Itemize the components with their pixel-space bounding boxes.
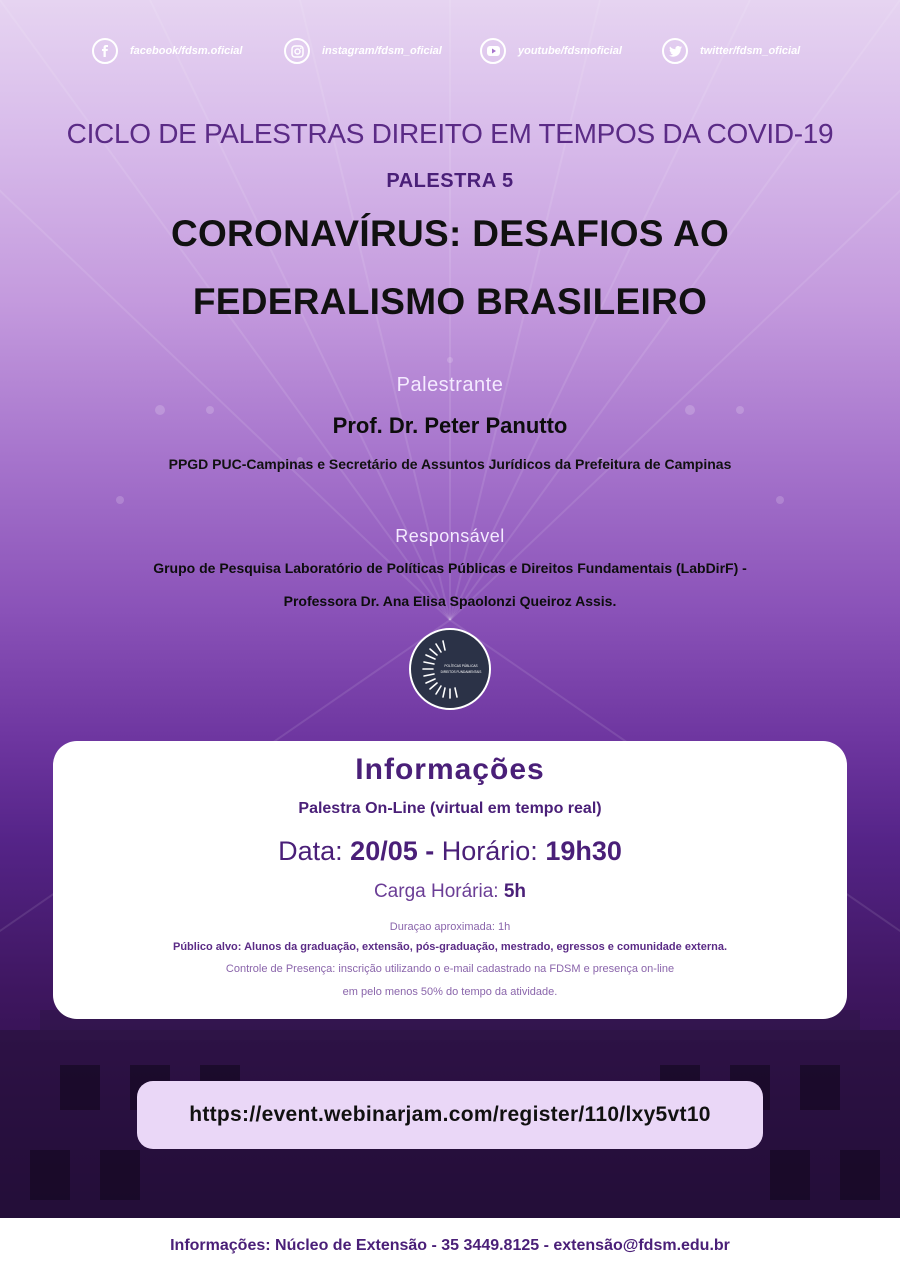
info-duration: Duraçao aproximada: 1h	[389, 921, 511, 933]
social-handle: youtube/fdsmoficial	[518, 45, 622, 57]
info-card	[53, 741, 847, 1019]
info-audience: Público alvo: Alunos da graduação, extensão, pós-graduação, mestrado, egressos e comunidade externa.	[172, 941, 728, 953]
speaker-affiliation: PPGD PUC-Campinas e Secretário de Assuntos Jurídicos da Prefeitura de Campinas	[168, 456, 732, 472]
registration-link[interactable]: https://event.webinarjam.com/register/110/lxy5vt10	[189, 1103, 711, 1126]
logo-text-line1: POLÍTICAS PÚBLICAS	[444, 664, 478, 668]
social-twitter[interactable]	[662, 34, 800, 68]
twitter-icon	[662, 38, 688, 64]
lecture-series-title: CICLO DE PALESTRAS DIREITO EM TEMPOS DA COVID-19	[66, 118, 834, 149]
social-youtube[interactable]	[480, 34, 622, 68]
social-handle: facebook/fdsm.oficial	[130, 45, 243, 57]
speaker-name: Prof. Dr. Peter Panutto	[332, 413, 568, 438]
date-separator: -	[425, 836, 435, 866]
info-attendance-control-2: em pelo menos 50% do tempo da atividade.	[342, 986, 558, 998]
social-facebook[interactable]	[92, 34, 242, 68]
social-instagram[interactable]	[284, 34, 442, 68]
speaker-label: Palestrante	[396, 374, 504, 396]
facebook-icon	[92, 38, 118, 64]
footer-contact: Informações: Núcleo de Extensão - 35 3449.8125 - extensão@fdsm.edu.br	[170, 1236, 730, 1254]
youtube-icon	[480, 38, 506, 64]
registration-link-box[interactable]	[137, 1081, 763, 1149]
social-handle: instagram/fdsm_oficial	[322, 45, 442, 57]
responsible-group: Grupo de Pesquisa Laboratório de Políticas Públicas e Direitos Fundamentais (LabDirF) -	[153, 560, 747, 576]
social-links-bar	[0, 34, 900, 68]
social-handle: twitter/fdsm_oficial	[700, 45, 801, 57]
date-value: 20/05	[350, 836, 418, 866]
lecture-title-line1: CORONAVÍRUS: DESAFIOS AO	[170, 213, 730, 254]
logo-text-line2: DIREITOS FUNDAMENTAIS	[440, 670, 482, 674]
instagram-icon	[284, 38, 310, 64]
info-title: Informações	[355, 753, 545, 786]
responsible-label: Responsável	[395, 526, 505, 546]
time-value: 19h30	[545, 836, 622, 866]
lecture-title-line2: FEDERALISMO BRASILEIRO	[192, 281, 708, 322]
time-label: Horário:	[441, 836, 538, 866]
labdirf-logo	[409, 628, 491, 710]
date-label: Data:	[278, 836, 343, 866]
workload-label: Carga Horária:	[373, 881, 499, 902]
footer-bar	[0, 1218, 900, 1273]
workload-value: 5h	[503, 881, 527, 902]
responsible-professor: Professora Dr. Ana Elisa Spaolonzi Queiroz Assis.	[283, 593, 617, 609]
info-attendance-control-1: Controle de Presença: inscrição utilizando o e-mail cadastrado na FDSM e presença on-line	[225, 963, 675, 975]
info-workload	[53, 881, 847, 903]
info-date-time	[53, 836, 847, 867]
lecture-number: PALESTRA 5	[386, 170, 514, 192]
info-mode: Palestra On-Line (virtual em tempo real)	[298, 800, 602, 817]
